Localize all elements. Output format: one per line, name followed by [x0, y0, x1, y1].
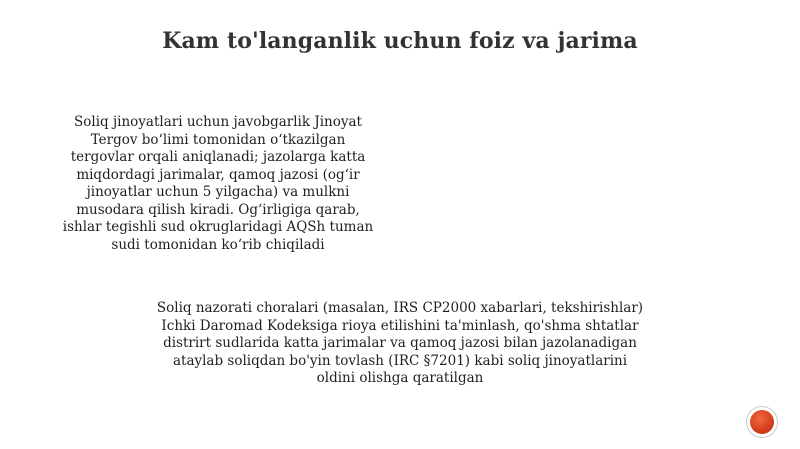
paragraph-line: musodara qilish kiradi. Og‘irligiga qarab, — [76, 201, 360, 218]
paragraph-line: Soliq nazorati choralari (masalan, IRS CP2000 xabarlari, tekshirishlar) — [156, 300, 644, 316]
paragraph-line: jinoyatlar uchun 5 yilgacha) va mulkni — [86, 184, 350, 200]
next-slide-button[interactable] — [747, 407, 777, 437]
paragraph-line: Soliq jinoyatlari uchun javobgarlik Jinoyat — [74, 114, 362, 130]
paragraph-line: distrirt sudlarida katta jarimalar va qamoq jazosi bilan jazolanadigan — [163, 335, 637, 351]
paragraph-enforcement-measures — [140, 300, 660, 388]
paragraph-line: Ichki Daromad Kodeksiga rioya etilishini ta'minlash, qo'shma shtatlar — [161, 317, 639, 334]
paragraph-line: ishlar tegishli sud okruglaridagi AQSh tuman — [62, 219, 374, 235]
paragraph-line: sudi tomonidan ko‘rib chiqiladi — [111, 236, 325, 253]
paragraph-line: Tergov bo‘limi tomonidan o‘tkazilgan — [90, 131, 346, 148]
next-slide-circle-icon — [750, 410, 774, 434]
paragraph-line: miqdordagi jarimalar, qamoq jazosi (og‘ir — [76, 166, 360, 183]
paragraph-line: ataylab soliqdan bo'yin tovlash (IRC §7201) kabi soliq jinoyatlarini — [172, 352, 628, 369]
slide-title: Kam to'langanlik uchun foiz va jarima — [162, 28, 638, 54]
paragraph-line: oldini olishga qaratilgan — [316, 370, 484, 386]
paragraph-line: tergovlar orqali aniqlanadi; jazolarga katta — [70, 149, 366, 165]
paragraph-criminal-liability — [48, 114, 388, 254]
